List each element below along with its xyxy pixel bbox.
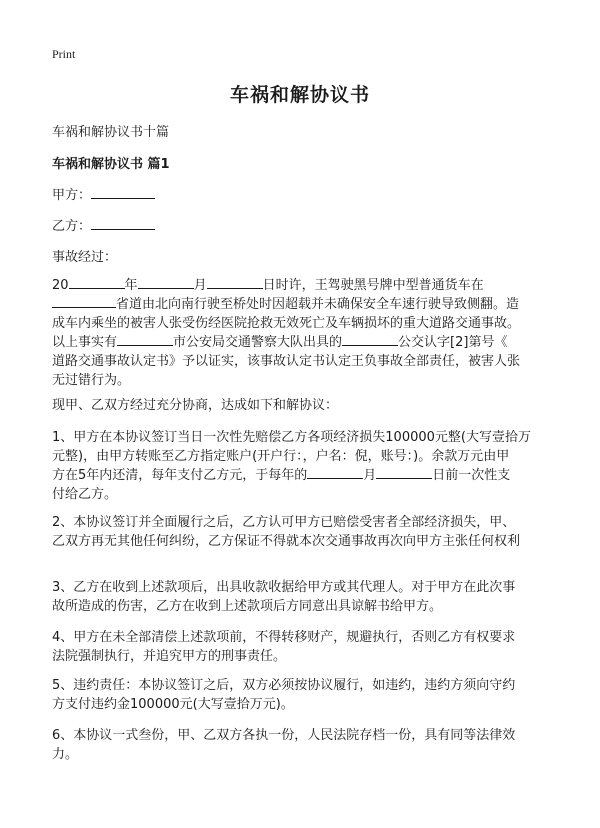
- text-segment: 日前一次性支: [432, 468, 511, 483]
- page-title: 车祸和解协议书: [229, 84, 370, 106]
- text-segment: 20: [52, 278, 69, 293]
- clause-4-line-2: 法院强制执行，并追究甲方的刑事责任。: [52, 649, 287, 664]
- month-blank: [138, 276, 194, 289]
- text-segment: 月: [193, 278, 207, 293]
- document-subtitle: 车祸和解协议书十篇: [52, 125, 170, 140]
- clause-1-line-3: [52, 466, 552, 485]
- clause-6-line-1: 6、本协议一式叁份，甲、乙双方各执一份，人民法院存档一份，具有同等法律效: [52, 728, 516, 743]
- clause-2-line-2: 乙双方再无其他任何纠纷，乙方保证不得就本次交通事故再次向甲方主张任何权利: [52, 534, 521, 549]
- text-segment: 市公安局交通警察大队出具的: [173, 335, 343, 350]
- clause-3-line-1: 3、乙方在收到上述款项后，出具收款收据给甲方或其代理人。对于甲方在此次事: [52, 580, 516, 595]
- text-segment: 日时许，王驾驶黑号牌中型普通货车在: [262, 278, 484, 293]
- clause-5-line-1: 5、违约责任：本协议签订之后，双方必须按协议履行，如违约，违约方须向守约: [52, 678, 516, 693]
- party-b-label: 乙方：: [52, 219, 92, 234]
- clause-3-line-2: 故所造成的伤害，乙方在收到上述款项后方同意出具谅解书给甲方。: [52, 599, 443, 614]
- clause-5: [52, 676, 552, 714]
- clause-1-line-1: 1、甲方在本协议签订当日一次性先赔偿乙方各项经济损失100000元整(大写壹拾万: [52, 430, 531, 445]
- accident-line-5: 道路交通事故认定书》予以证实，该事故认定书认定王负事故全部责任，被害人张: [52, 354, 521, 369]
- party-b-blank: [91, 216, 155, 230]
- accident-paragraph: [52, 276, 552, 390]
- clause-1-line-2: 元整)，由甲方转账至乙方指定账户(开户行：，户名：倪，账号：)。余款万元由甲: [52, 449, 510, 464]
- accident-label: 事故经过：: [52, 250, 118, 265]
- clause-4-line-1: 4、甲方在未全部清偿上述款项前，不得转移财产，规避执行，否则乙方有权要求: [52, 630, 516, 645]
- party-b-field: [52, 215, 155, 234]
- accident-line-4: [52, 333, 552, 352]
- clause-3: [52, 578, 552, 616]
- text-segment: 方在5年内还清，每年支付乙方元，于每年的: [52, 468, 308, 483]
- year-blank: [69, 276, 125, 289]
- pay-day-blank: [376, 466, 432, 479]
- clause-6: [52, 726, 552, 764]
- party-a-label: 甲方：: [52, 188, 92, 203]
- city-blank: [117, 333, 173, 346]
- text-segment: 以上事实有: [52, 335, 118, 350]
- clause-5-line-2: 方支付违约金100000元(大写壹拾万元)。: [52, 697, 294, 712]
- clause-2-line-1: 2、本协议签订并全面履行之后，乙方认可甲方已赔偿受害者全部经济损失，甲、: [52, 515, 516, 530]
- accident-line-1: [52, 276, 552, 295]
- text-segment: 省道由北向南行驶至桥处时因超载并未确保安全车速行驶导致侧翻。造: [116, 297, 520, 312]
- pay-month-blank: [307, 466, 363, 479]
- clause-1-line-4: 付给乙方。: [52, 487, 118, 502]
- clause-4: [52, 628, 552, 666]
- text-segment: 公交认字[2]第号《: [398, 335, 508, 350]
- print-link[interactable]: Print: [52, 47, 76, 61]
- text-segment: 月: [363, 468, 377, 483]
- day-blank: [207, 276, 263, 289]
- party-a-field: [52, 184, 155, 203]
- section-heading: 车祸和解协议书 篇1: [52, 157, 170, 172]
- party-a-blank: [91, 185, 155, 199]
- clause-6-line-2: 力。: [52, 747, 79, 762]
- intro-paragraph: [52, 396, 552, 415]
- intro-line: 现甲、乙双方经过充分协商，达成如下和解协议：: [52, 398, 339, 413]
- date-blank: [342, 333, 398, 346]
- text-segment: 年: [124, 278, 138, 293]
- accident-line-3: 成车内乘坐的被害人张受伤经医院抢救无效死亡及车辆损坏的重大道路交通事故。: [52, 316, 521, 331]
- accident-line-2: [52, 295, 552, 314]
- clause-1: [52, 428, 552, 504]
- clause-2: [52, 513, 552, 551]
- accident-line-6: 无过错行为。: [52, 373, 131, 388]
- road-blank: [52, 295, 116, 308]
